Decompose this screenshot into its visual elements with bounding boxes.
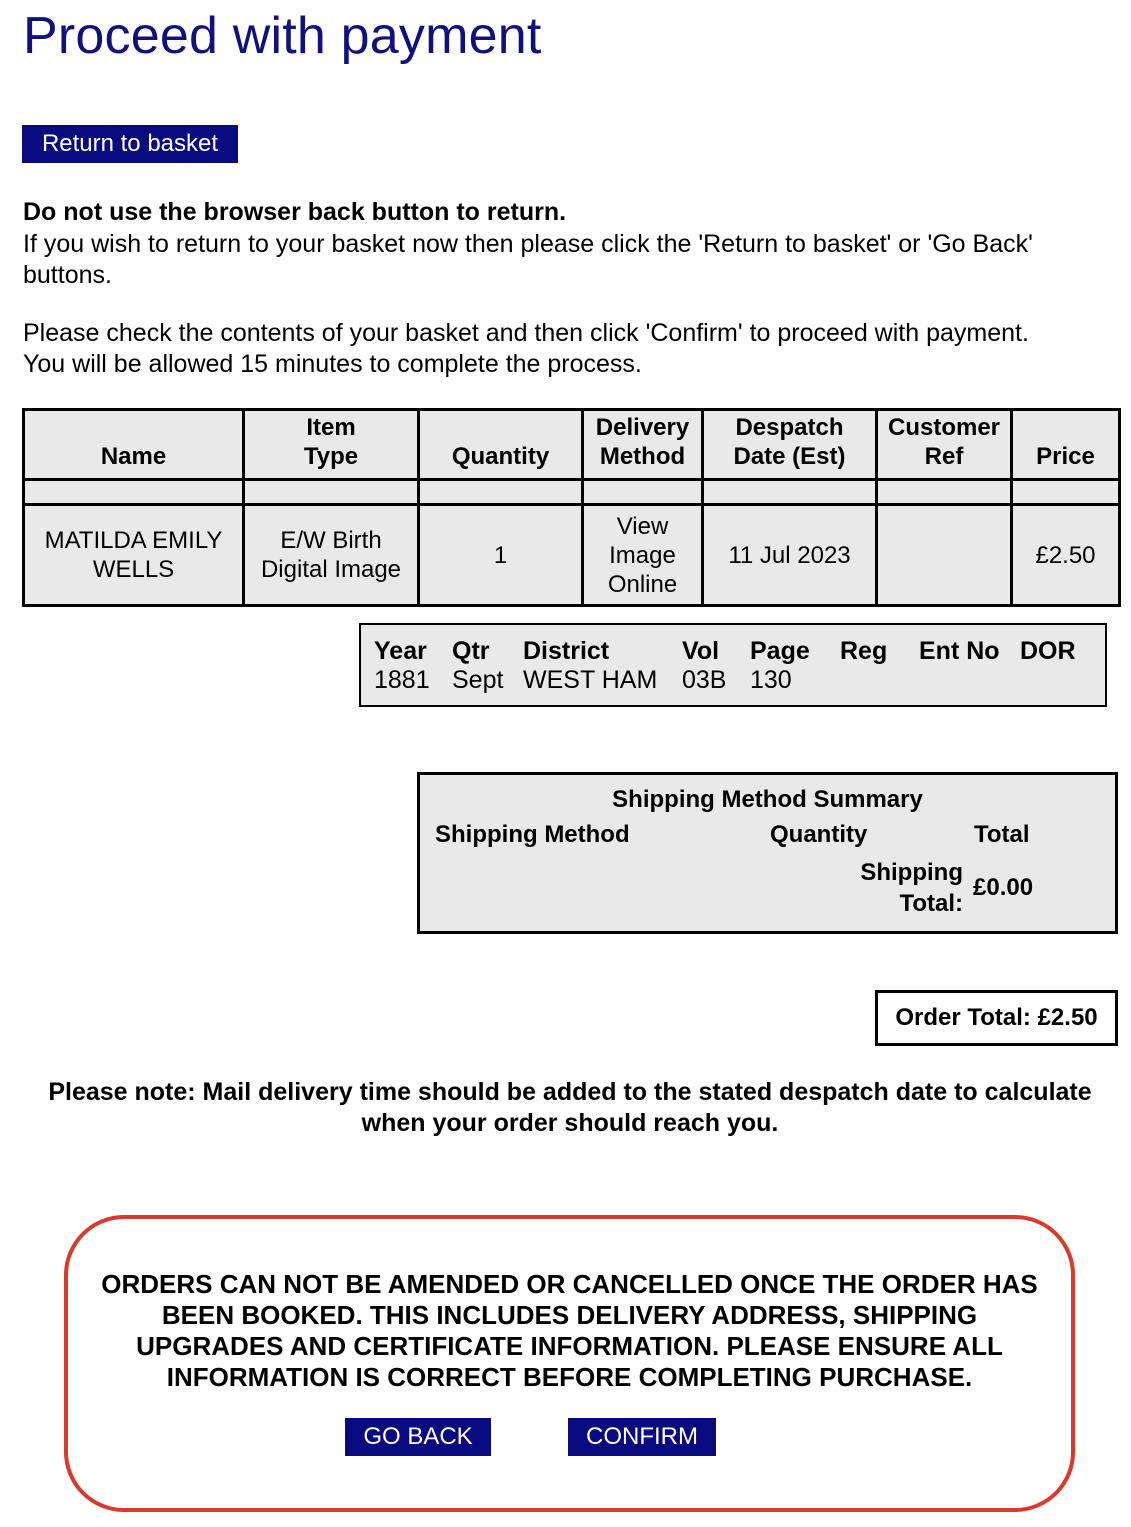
item-quantity: 1	[419, 505, 583, 606]
amendment-warning: ORDERS CAN NOT BE AMENDED OR CANCELLED ONCE THE ORDER HAS BEEN BOOKED. THIS INCLUDES DELIVERY ADDRESS, SHIPPING UPGRADES AND CERTIFICATE INFORMATION. PLEASE ENSURE ALL INFORMATION IS CORRECT BEFORE COMPLETING PURCHASE.	[101, 1269, 1038, 1392]
gro-header-district: District	[523, 637, 610, 665]
time-limit-text: You will be allowed 15 minutes to complete the process.	[23, 350, 642, 378]
confirm-button[interactable]: CONFIRM	[568, 1418, 716, 1456]
order-total: Order Total: £2.50	[875, 990, 1118, 1046]
shipping-header-method: Shipping Method	[435, 821, 630, 848]
item-type: E/W Birth Digital Image	[244, 505, 419, 606]
shipping-summary-box	[417, 772, 1118, 934]
delivery-note: Please note: Mail delivery time should be added to the stated despatch date to calculate when your order should reach you.	[48, 1078, 1092, 1137]
gro-header-dor: DOR	[1020, 637, 1076, 665]
item-name: MATILDA EMILY WELLS	[24, 505, 244, 606]
gro-header-year: Year	[374, 637, 427, 665]
header-price: Price	[1012, 410, 1120, 480]
gro-header-qtr: Qtr	[452, 637, 490, 665]
gro-header-ent-no: Ent No	[919, 637, 1000, 665]
item-despatch-date: 11 Jul 2023	[703, 505, 877, 606]
shipping-summary-title: Shipping Method Summary	[612, 786, 923, 813]
header-quantity: Quantity	[419, 410, 583, 480]
gro-header-vol: Vol	[682, 637, 720, 665]
basket-spacer-row	[24, 480, 1120, 505]
page-title: Proceed with payment	[23, 7, 542, 65]
header-delivery-method: Delivery Method	[583, 410, 703, 480]
gro-vol: 03B	[682, 666, 727, 694]
basket-table	[22, 408, 1121, 607]
shipping-header-total: Total	[974, 821, 1030, 848]
item-price: £2.50	[1012, 505, 1120, 606]
go-back-button[interactable]: GO BACK	[345, 1418, 491, 1456]
gro-year: 1881	[374, 666, 430, 694]
gro-qtr: Sept	[452, 666, 504, 694]
shipping-total-value: £0.00	[973, 874, 1034, 901]
table-row	[24, 505, 1120, 606]
item-delivery-method: View Image Online	[583, 505, 703, 606]
gro-header-page: Page	[750, 637, 810, 665]
header-item-type: Item Type	[244, 410, 419, 480]
shipping-header-quantity: Quantity	[770, 821, 868, 848]
back-button-warning: Do not use the browser back button to return.	[23, 198, 567, 226]
basket-header-row	[24, 410, 1120, 480]
header-name: Name	[24, 410, 244, 480]
check-instructions: Please check the contents of your basket and then click 'Confirm' to proceed with payment.	[23, 319, 1029, 347]
confirm-panel	[64, 1215, 1075, 1512]
return-instructions: If you wish to return to your basket now then please click the 'Return to basket' or 'Go Back' buttons.	[23, 230, 1033, 289]
header-customer-ref: Customer Ref	[877, 410, 1012, 480]
return-to-basket-button[interactable]: Return to basket	[22, 125, 238, 163]
header-despatch-date: Despatch Date (Est)	[703, 410, 877, 480]
shipping-total-label: Shipping Total:	[860, 859, 963, 917]
gro-header-reg: Reg	[840, 637, 888, 665]
item-customer-ref	[877, 505, 1012, 606]
gro-index-details	[359, 623, 1107, 707]
gro-page: 130	[750, 666, 792, 694]
gro-district: WEST HAM	[523, 666, 658, 694]
